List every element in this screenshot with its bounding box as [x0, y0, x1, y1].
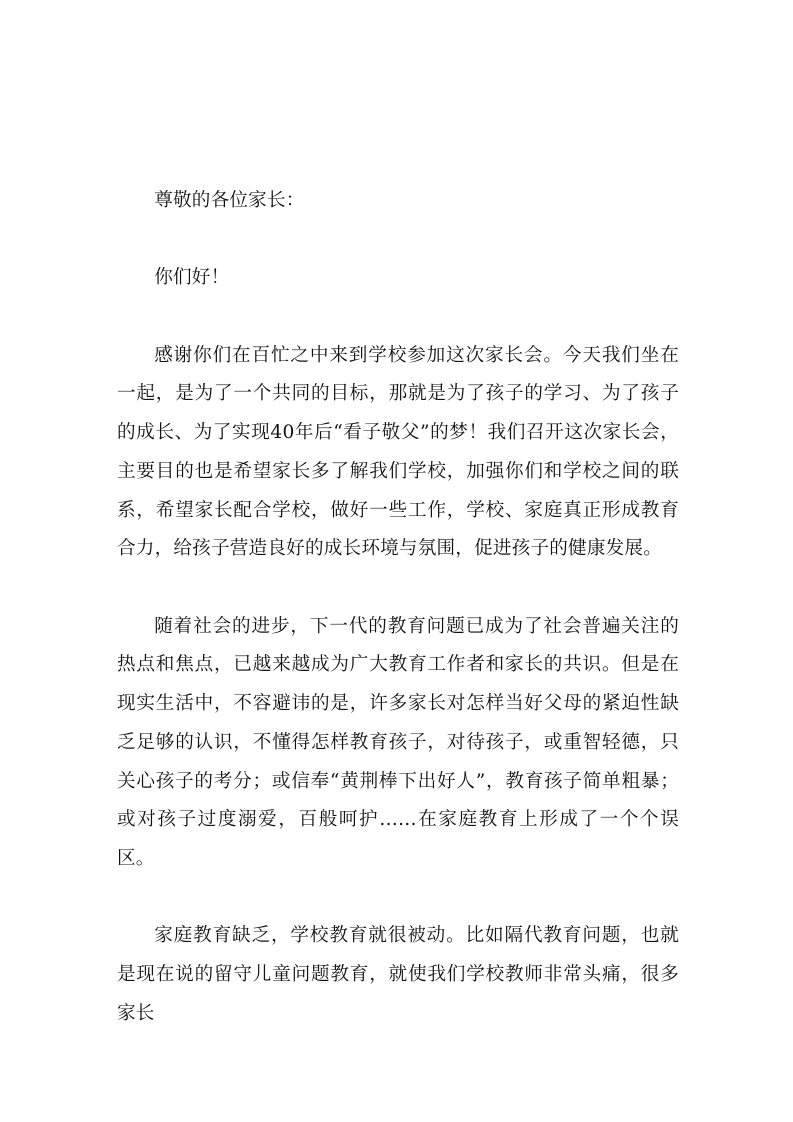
spacer	[117, 569, 679, 608]
document-page	[117, 182, 679, 1033]
salutation: 尊敬的各位家长：	[154, 190, 305, 211]
paragraph-3: 家庭教育缺乏，学校教育就很被动。比如隔代教育问题，也就是现在说的留守儿童问题教育，就使我们学校教师非常头痛，很多家长	[117, 925, 679, 1024]
paragraph-2: 随着社会的进步，下一代的教育问题已成为了社会普遍关注的热点和焦点，已越来越成为广大教育工作者和家长的共识。但是在现实生活中，不容避讳的是，许多家长对怎样当好父母的紧迫性缺乏足够的认识，不懂得怎样教育孩子，对待孩子，或重智轻德，只关心孩子的考分；或信奉“黄荆棒下出好人”，教育孩子简单粗暴；或对孩子过度溺爱，百般呵护……在家庭教育上形成了一个个误区。	[117, 615, 679, 869]
paragraph-1: 感谢你们在百忙之中来到学校参加这次家长会。今天我们坐在一起，是为了一个共同的目标，那就是为了孩子的学习、为了孩子的成长、为了实现40年后“看子敬父”的梦！我们召开这次家长会，主要目的也是希望家长多了解我们学校，加强你们和学校之间的联系，希望家长配合学校，做好一些工作，学校、家庭真正形成教育合力，给孩子营造良好的成长环境与氛围，促进孩子的健康发展。	[117, 344, 679, 560]
greeting: 你们好！	[154, 267, 230, 289]
spacer	[117, 221, 679, 260]
spacer	[117, 879, 679, 918]
spacer	[117, 298, 679, 337]
